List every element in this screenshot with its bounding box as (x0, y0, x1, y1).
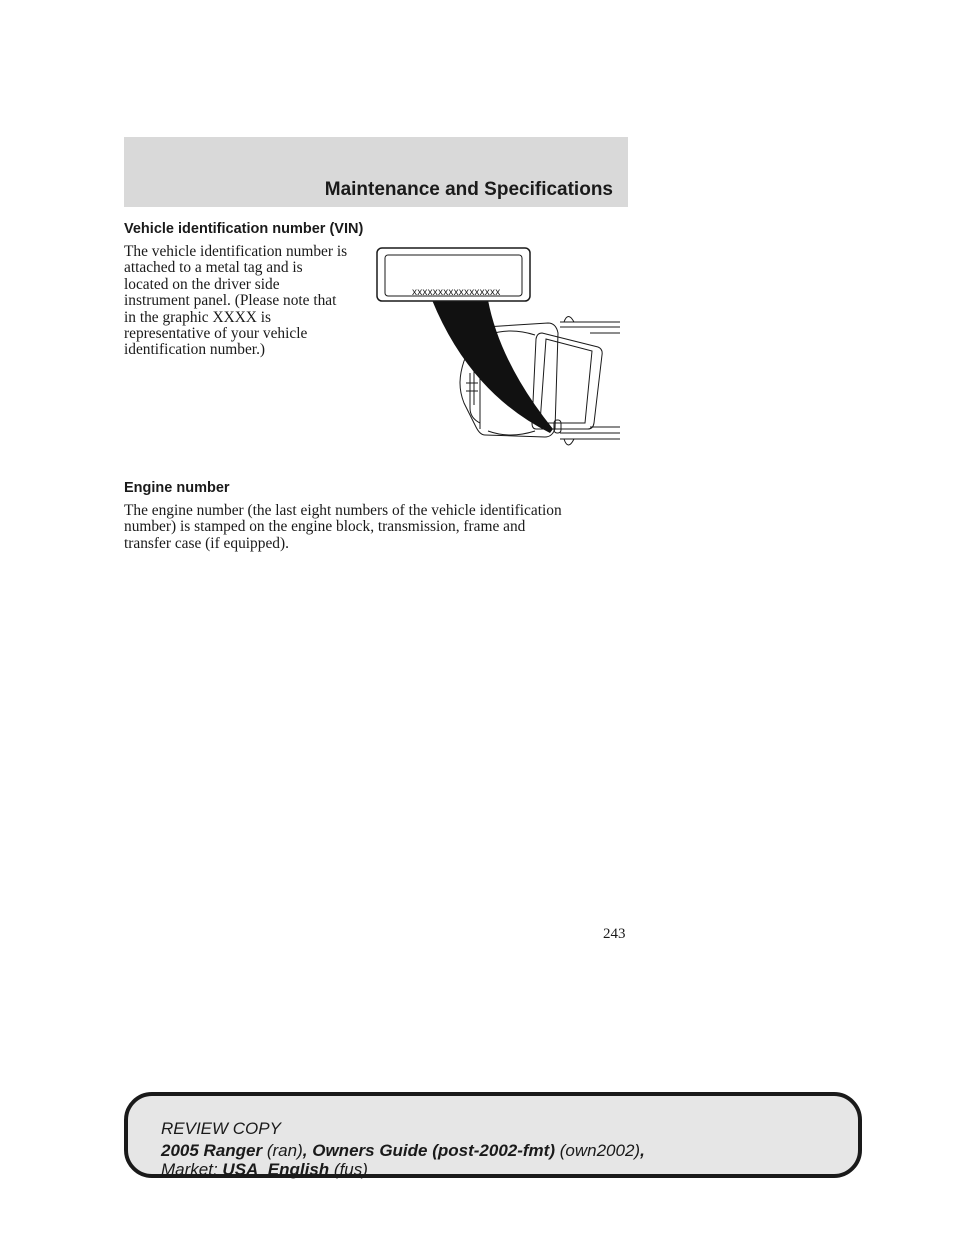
vin-body-line: attached to a metal tag and is (124, 259, 303, 277)
guide-code: (own2002) (559, 1141, 641, 1160)
vin-body-line: The vehicle identification number is (124, 243, 348, 260)
vin-location-illustration (370, 243, 625, 465)
review-market-line (161, 1160, 368, 1180)
vin-body-line: identification number.) (124, 341, 266, 359)
engine-body-line: The engine number (the last eight numbers of the vehicle identification (124, 502, 562, 519)
model-name: 2005 Ranger (161, 1141, 263, 1160)
model-code: (ran) (266, 1141, 303, 1160)
engine-body-text (124, 503, 624, 552)
market-name: USA_English (222, 1160, 330, 1179)
separator: , (302, 1141, 308, 1160)
market-label: Market: (161, 1160, 218, 1179)
engine-number-heading: Engine number (124, 480, 230, 496)
separator: , (640, 1141, 645, 1160)
vin-body-line: instrument panel. (Please note that (124, 292, 337, 310)
engine-body-line: number) is stamped on the engine block, transmission, frame and (124, 518, 526, 536)
vin-body-text (124, 244, 374, 359)
section-header-band (124, 137, 628, 207)
review-guide-line (161, 1141, 645, 1161)
vin-tag-text: xxxxxxxxxxxxxxxxx (412, 287, 501, 298)
vin-body-line: representative of your vehicle (124, 325, 308, 343)
guide-name: Owners Guide (post-2002-fmt) (312, 1141, 555, 1160)
vin-body-line: in the graphic XXXX is (124, 308, 272, 326)
page-number: 243 (603, 926, 626, 942)
section-title: Maintenance and Specifications (324, 179, 613, 200)
engine-body-line: transfer case (if equipped). (124, 534, 289, 552)
market-code: (fus) (333, 1160, 368, 1179)
review-copy-text: REVIEW COPY (161, 1119, 281, 1138)
vin-body-line: located on the driver side (124, 275, 280, 293)
review-copy-label (161, 1119, 281, 1139)
vin-heading: Vehicle identification number (VIN) (124, 221, 364, 237)
